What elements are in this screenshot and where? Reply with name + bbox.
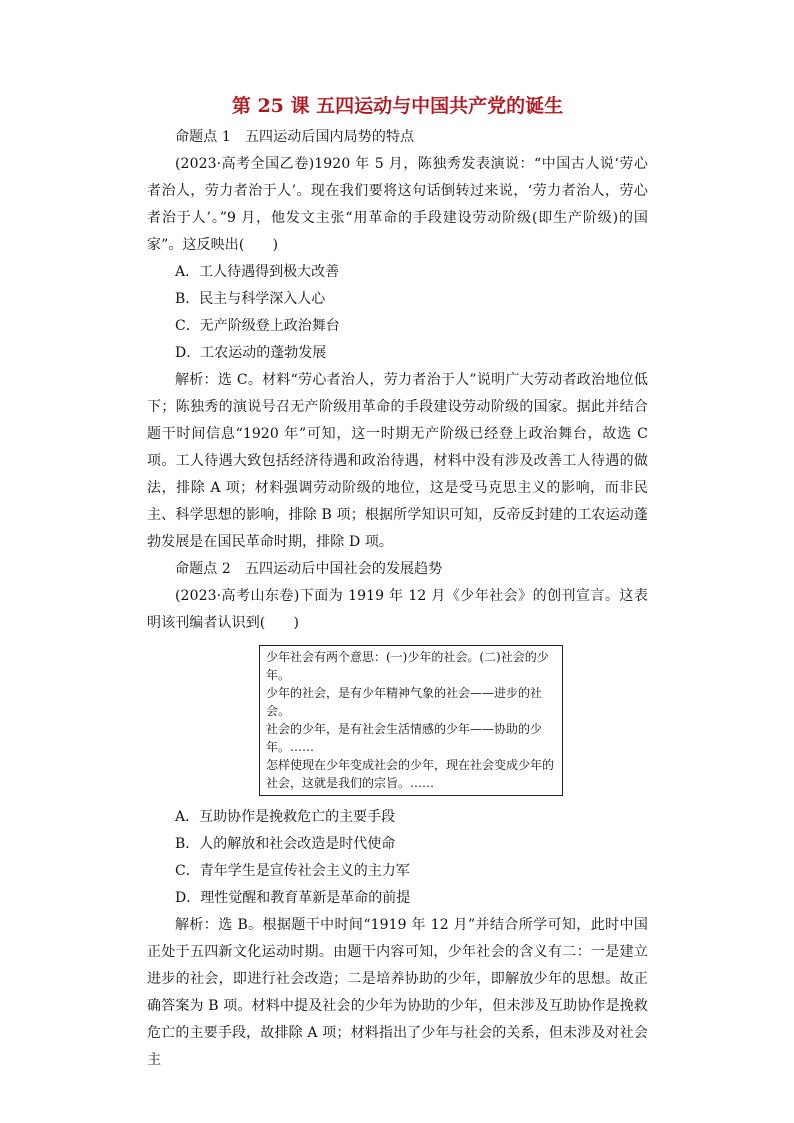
topic1-option-d: D．工农运动的蓬勃发展	[175, 345, 327, 361]
quote-line: 少年的社会，是有少年精神气象的社会——进步的社会。	[266, 686, 543, 718]
topic2-question: (2023·高考山东卷)下面为 1919 年 12 月《少年社会》的创刊宣言。这表明该刊编者认识到( )	[147, 588, 648, 631]
topic1-option-a: A．工人待遇得到极大改善	[175, 264, 340, 280]
topic2-heading: 命题点 2 五四运动后中国社会的发展趋势	[175, 561, 443, 577]
quote-box	[259, 645, 563, 796]
topic2-option-c: C．青年学生是宣传社会主义的主力军	[175, 863, 410, 879]
topic1-option-b: B．民主与科学深入人心	[175, 291, 326, 307]
quote-line: 少年社会有两个意思：(一)少年的社会。(二)社会的少年。	[266, 650, 549, 682]
topic2-option-b: B．人的解放和社会改造是时代使命	[175, 836, 396, 852]
topic2-analysis: 解析：选 B。根据题干中时间“1919 年 12 月”并结合所学可知，此时中国正处于五四新文化运动时期。由题干内容可知，少年社会的含义有二：一是建立进步的社会，即进行社会改造；二是培养协助的少年，即解放少年的思想。故正确答案为 B 项。材料中提及社会的少年为协助的少年，但未涉及互助协作是挽救危亡的主要手段，故排除 A 项；材料指出了少年与社会的关系，但未涉及对社会主	[147, 917, 648, 1068]
topic1-heading: 命题点 1 五四运动后国内局势的特点	[175, 129, 415, 145]
quote-line: 社会的少年，是有社会生活情感的少年——协助的少年。……	[266, 722, 543, 754]
lesson-title: 第 25 课 五四运动与中国共产党的诞生	[231, 95, 564, 117]
topic1-question: (2023·高考全国乙卷)1920 年 5 月，陈独秀发表演说：“中国古人说‘劳心者治人，劳力者治于人’。现在我们要将这句话倒转过来说，‘劳力者治人，劳心者治于人’。”9 月，他发文主张“用革命的手段建设劳动阶级(即生产阶级)的国家”。这反映出( )	[147, 156, 648, 253]
topic2-option-a: A．互助协作是挽救危亡的主要手段	[175, 809, 396, 825]
quote-line: 怎样使现在少年变成社会的少年，现在社会变成少年的社会，这就是我们的宗旨。……	[266, 758, 555, 790]
topic1-option-c: C．无产阶级登上政治舞台	[175, 318, 340, 334]
topic2-option-d: D．理性觉醒和教育革新是革命的前提	[175, 890, 411, 906]
topic1-analysis: 解析：选 C。材料“劳心者治人，劳力者治于人”说明广大劳动者政治地位低下；陈独秀的演说号召无产阶级用革命的手段建设劳动阶级的国家。据此并结合题干时间信息“1920 年”可知，这一时期无产阶级已经登上政治舞台，故选 C 项。工人待遇大致包括经济待遇和政治待遇，材料中没有涉及改善工人待遇的做法，排除 A 项；材料强调劳动阶级的地位，这是受马克思主义的影响，而非民主、科学思想的影响，排除 B 项；根据所学知识可知，反帝反封建的工农运动蓬勃发展是在国民革命时期，排除 D 项。	[147, 372, 648, 550]
